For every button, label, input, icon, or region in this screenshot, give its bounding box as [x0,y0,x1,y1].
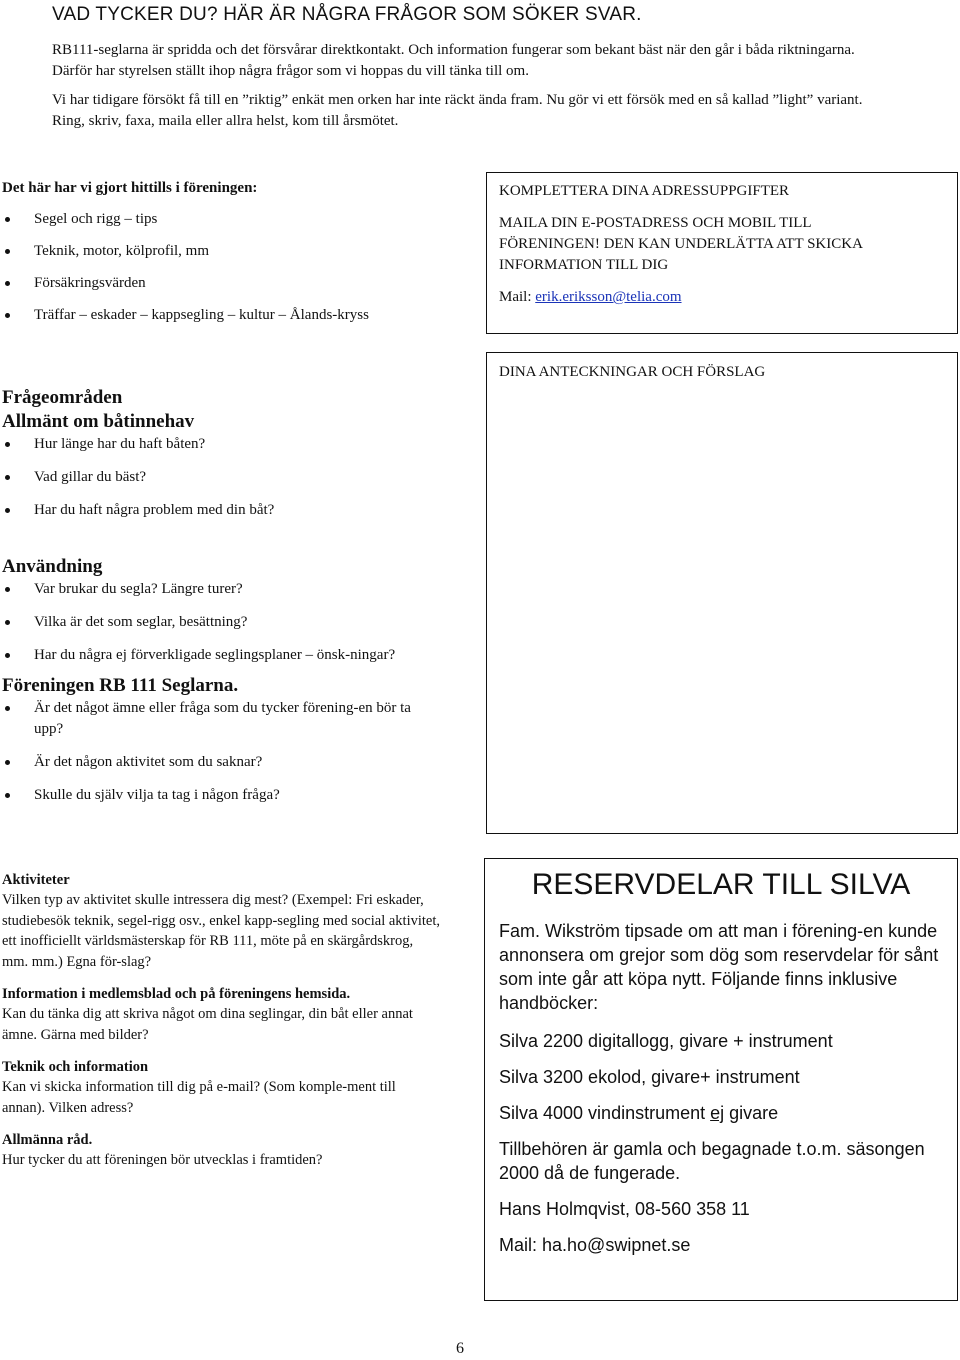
activities-body: Vilken typ av aktivitet skulle intressera dig mest? (Exempel: Fri eskader, studiebesök teknik, segel-rigg osv., enkel kapp-segling med social aktivitet, ett inofficiellt världsmästerskap för RB 111, möte på en skärgårdskrog, mm. mm.) Egna för-slag? [2,892,440,970]
silva-intro: Fam. Wikström tipsade om att man i förening-en kunde annonsera om grejor som dög som reservdelar för sånt som inte går att köpa nytt. Följande finns inklusive handböcker: [499,921,939,1013]
silva-mail: Mail: ha.ho@swipnet.se [499,1235,691,1255]
silva-item-3-pre: Silva 4000 vindinstrument [499,1103,711,1123]
intro-paragraph-1: RB111-seglarna är spridda och det försvårar direktkontakt. Och information fungerar som bekant bäst när den går i båda riktningarna. Därför har styrelsen ställt ihop några frågor som vi hoppas du vill tänka till om. [52,42,855,79]
questions-section [2,386,442,806]
notes-box [486,352,958,834]
technology-body: Kan vi skicka information till dig på e-mail? (Som komple-ment till annan). Vilken adress? [2,1079,396,1116]
list-item: Är det något ämne eller fråga som du tycker förening-en bör ta upp? [2,698,442,740]
list-item: Har du haft några problem med din båt? [2,500,442,521]
mail-label: Mail: [499,289,536,305]
club-title: Föreningen RB 111 Seglarna. [2,675,239,696]
address-mail [499,287,945,308]
usage-title: Användning [2,556,103,577]
advice-body: Hur tycker du att föreningen bör utvecklas i framtiden? [2,1152,323,1168]
list-item: Träffar – eskader – kappsegling – kultur – Ålands-kryss [2,305,442,326]
information-body: Kan du tänka dig att skriva något om dina seglingar, din båt eller annat ämne. Gärna med bilder? [2,1006,413,1043]
silva-item-3-post: givare [724,1103,779,1123]
activities-section [2,870,440,1171]
list-item: Vad gillar du bäst? [2,467,442,488]
general-list [2,434,442,521]
address-box [486,172,958,334]
mail-link[interactable]: erik.eriksson@telia.com [535,289,682,305]
silva-box [484,858,958,1301]
intro-text [52,40,882,132]
done-list [2,209,442,326]
usage-list [2,579,442,666]
list-item: Hur länge har du haft båten? [2,434,442,455]
notes-box-title: DINA ANTECKNINGAR OCH FÖRSLAG [499,364,766,380]
advice-block [2,1130,440,1171]
silva-title: RESERVDELAR TILL SILVA [531,868,911,901]
list-item: Är det någon aktivitet som du saknar? [2,752,442,773]
list-item: Skulle du själv vilja ta tag i någon fråga? [2,785,442,806]
done-title: Det här har vi gjort hittills i föreningen: [2,180,258,196]
list-item: Försäkringsvärden [2,273,442,294]
technology-title: Teknik och information [2,1059,149,1075]
address-box-title: KOMPLETTERA DINA ADRESSUPPGIFTER [499,183,790,199]
advice-title: Allmänna råd. [2,1132,93,1148]
silva-item-2: Silva 3200 ekolod, givare+ instrument [499,1067,800,1087]
information-block [2,984,440,1045]
list-item: Var brukar du segla? Längre turer? [2,579,442,600]
page-number: 6 [456,1340,464,1357]
silva-contact: Hans Holmqvist, 08-560 358 11 [499,1199,750,1219]
questions-title: Frågeområden [2,387,123,408]
list-item: Har du några ej förverkligade seglingsplaner – önsk-ningar? [2,645,442,666]
general-title: Allmänt om båtinnehav [2,411,195,432]
information-title: Information i medlemsblad och på föreningens hemsida. [2,986,351,1002]
silva-item-1: Silva 2200 digitallogg, givare + instrument [499,1031,833,1051]
address-box-body: MAILA DIN E-POSTADRESS OCH MOBIL TILL FÖRENINGEN! DEN KAN UNDERLÄTTA ATT SKICKA INFORMATION TILL DIG [499,215,863,273]
club-list [2,698,442,806]
page-title: VAD TYCKER DU? HÄR ÄR NÅGRA FRÅGOR SOM SÖKER SVAR. [52,4,642,25]
activities-block [2,870,440,972]
list-item: Vilka är det som seglar, besättning? [2,612,442,633]
silva-item-3 [499,1101,943,1125]
done-section [2,178,442,326]
activities-title: Aktiviteter [2,872,70,888]
silva-item-3-ej: ej [710,1103,725,1123]
silva-note: Tillbehören är gamla och begagnade t.o.m. säsongen 2000 då de fungerade. [499,1139,925,1183]
list-item: Teknik, motor, kölprofil, mm [2,241,442,262]
list-item: Segel och rigg – tips [2,209,442,230]
technology-block [2,1057,440,1118]
intro-paragraph-2: Vi har tidigare försökt få till en ”riktig” enkät men orken har inte räckt ända fram. Nu gör vi ett försök med en så kallad ”light” variant. Ring, skriv, faxa, maila eller allra helst, kom till årsmötet. [52,92,863,129]
